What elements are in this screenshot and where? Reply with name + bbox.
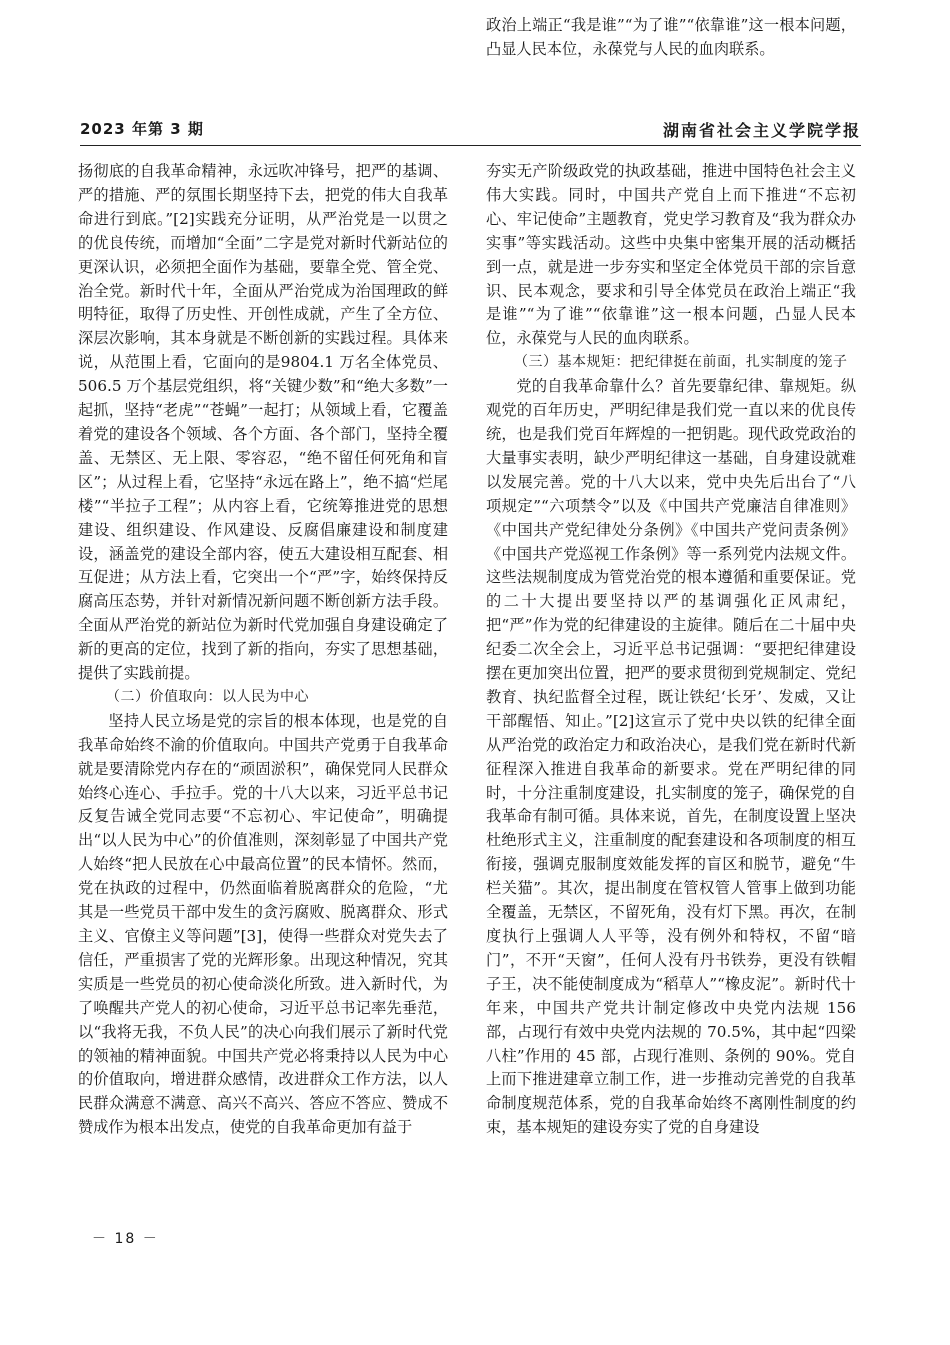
left-column — [78, 160, 448, 1140]
journal-title: 湖南省社会主义学院学报 — [662, 121, 861, 140]
section-heading: （二）价值取向：以人民为中心 — [106, 688, 309, 705]
section-heading: （三）基本规矩：把纪律挺在前面，扎实制度的笼子 — [514, 354, 848, 371]
right-column — [486, 160, 856, 1140]
running-header — [80, 118, 861, 142]
continuation-text: 政治上端正“我是谁”“为了谁”“依靠谁”这一根本问题，凸显人民本位，永葆党与人民的血肉联系。 — [486, 16, 856, 58]
issue-label: 2023 年第 3 期 — [80, 120, 204, 138]
paragraph: 扬彻底的自我革命精神，永远吹冲锋号，把严的基调、严的措施、严的氛围长期坚持下去，把党的伟大自我革命进行到底。”[2]实践充分证明，从严治党是一以贯之的优良传统，而增加“全面”二字是党对新时代新站位的更深认识，必须把全面作为基础，要靠全党、管全党、治全党。新时代十年，全面从严治党成为治国理政的鲜明特征，取得了历史性、开创性成就，产生了全方位、深层次影响，其本身就是不断创新的实践过程。具体来说，从范围上看，它面向的是9804.1 万名全体党员、506.5 万个基层党组织，将“关键少数”和“绝大多数”一起抓，坚持“老虎”“苍蝇”一起打；从领域上看，它覆盖着党的建设各个领域、各个方面、各个部门，坚持全覆盖、无禁区、无上限、零容忍，“绝不留任何死角和盲区”；从过程上看，它坚持“永远在路上”，绝不搞“烂尾楼”“半拉子工程”；从内容上看，它统筹推进党的思想建设、组织建设、作风建设、反腐倡廉建设和制度建设，涵盖党的建设全部内容，使五大建设相互配套、相互促进；从方法上看，它突出一个“严”字，始终保持反腐高压态势，并针对新情况新问题不断创新方法手段。全面从严治党的新站位为新时代党加强自身建设确定了新的更高的定位，找到了新的指向，夯实了思想基础，提供了实践前提。 — [78, 162, 448, 683]
header-rule — [80, 145, 861, 146]
paragraph: 夯实无产阶级政党的执政基础，推进中国特色社会主义伟大实践。同时，中国共产党自上而下推进“不忘初心、牢记使命”主题教育，党史学习教育及“我为群众办实事”等实践活动。这些中央集中密集开展的活动概括到一点，就是进一步夯实和坚定全体党员干部的宗旨意识、民本观念，要求和引导全体党员在政治上端正“我是谁”“为了谁”“依靠谁”这一根本问题，凸显人民本位，永葆党与人民的血肉联系。 — [486, 162, 856, 348]
paragraph: 党的自我革命靠什么？首先要靠纪律、靠规矩。纵观党的百年历史，严明纪律是我们党一直以来的优良传统，也是我们党百年辉煌的一把钥匙。现代政党政治的大量事实表明，缺少严明纪律这一基础，自身建设就难以发展完善。党的十八大以来，党中央先后出台了“八项规定”“六项禁令”以及《中国共产党廉洁自律准则》《中国共产党纪律处分条例》《中国共产党问责条例》《中国共产党巡视工作条例》等一系列党内法规文件。这些法规制度成为管党治党的根本遵循和重要保证。党的二十大提出要坚持以严的基调强化正风肃纪，把“严”作为党的纪律建设的主旋律。随后在二十届中央纪委二次全会上，习近平总书记强调：“要把纪律建设摆在更加突出位置，把严的要求贯彻到党规制定、党纪教育、执纪监督全过程，既让铁纪‘长牙’、发威，又让干部醒悟、知止。”[2]这宣示了党中央以铁的纪律全面从严治党的政治定力和政治决心，是我们党在新时代新征程深入推进自我革命的新要求。党在严明纪律的同时，十分注重制度建设，扎实制度的笼子，确保党的自我革命有制可循。具体来说，首先，在制度设置上坚决杜绝形式主义，注重制度的配套建设和各项制度的相互衔接，强调克服制度效能发挥的盲区和脱节，避免“牛栏关猫”。其次，提出制度在管权管人管事上做到功能全覆盖，无禁区，不留死角，没有灯下黑。再次，在制度执行上强调人人平等，没有例外和特权，不留“暗门”，不开“天窗”，任何人没有丹书铁券，更没有铁帽子王，决不能使制度成为“稻草人”“橡皮泥”。新时代十年来，中国共产党共计制定修改中央党内法规 156 部，占现行有效中央党内法规的 70.5%，其中起“四梁八柱”作用的 45 部，占现行准则、条例的 90%。党自上而下推进建章立制工作，进一步推动完善党的自我革命制度规范体系，党的自我革命始终不离刚性制度的约束，基本规矩的建设夯实了党的自身建设 — [486, 377, 856, 1137]
page-number: － 18 － — [92, 1231, 159, 1247]
paragraph: 坚持人民立场是党的宗旨的根本体现，也是党的自我革命始终不渝的价值取向。中国共产党勇于自我革命就是要清除党内存在的“顽固淤积”，确保党同人民群众始终心连心、手拉手。党的十八大以来，习近平总书记反复告诫全党同志要“不忘初心、牢记使命”，明确提出“以人民为中心”的价值准则，深刻彰显了中国共产党人始终“把人民放在心中最高位置”的民本情怀。然而，党在执政的过程中，仍然面临着脱离群众的危险，“尤其是一些党员干部中发生的贪污腐败、脱离群众、形式主义、官僚主义等问题”[3]，使得一些群众对党失去了信任，严重损害了党的光辉形象。出现这种情况，究其实质是一些党员的初心使命淡化所致。进入新时代，为了唤醒共产党人的初心使命，习近平总书记率先垂范，以“我将无我，不负人民”的决心向我们展示了新时代党的领袖的精神面貌。中国共产党必将秉持以人民为中心的价值取向，增进群众感情，改进群众工作方法，以人民群众满意不满意、高兴不高兴、答应不答应、赞成不赞成作为根本出发点，使党的自我革命更加有益于 — [78, 711, 448, 1137]
previous-page-continuation — [486, 14, 856, 62]
